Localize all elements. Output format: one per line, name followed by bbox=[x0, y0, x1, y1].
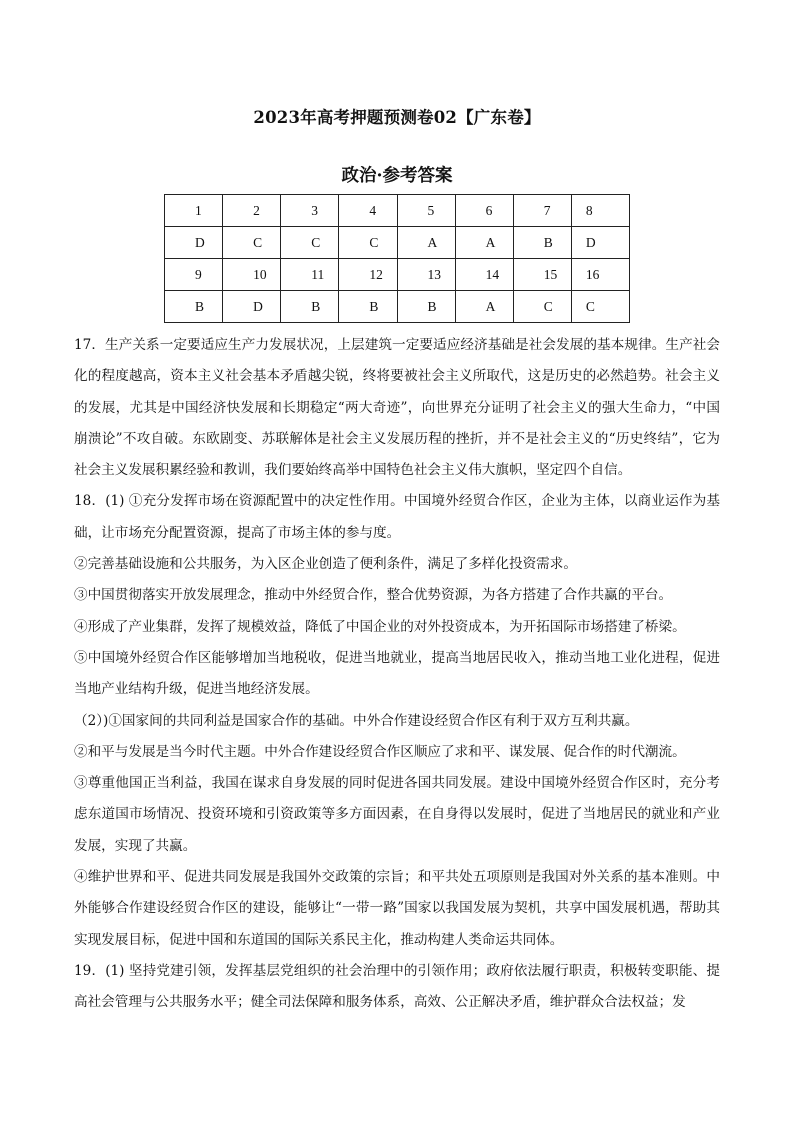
table-cell: D bbox=[165, 227, 223, 259]
table-cell: 13 bbox=[397, 259, 455, 291]
answer-paragraph-18-2-3: ③尊重他国正当利益，我国在谋求自身发展的同时促进各国共同发展。建设中国境外经贸合作区时，充分考虑东道国市场情况、投资环境和引资政策等多方面因素，在自身得以发展时，促进了当地居民的就业和产业发展，实现了共赢。 bbox=[74, 775, 720, 854]
table-cell: 5 bbox=[397, 195, 455, 227]
table-cell: 16 bbox=[571, 259, 629, 291]
table-cell: C bbox=[339, 227, 397, 259]
answer-paragraph-18-1-2: ②完善基础设施和公共服务，为入区企业创造了便利条件，满足了多样化投资需求。 bbox=[74, 556, 577, 573]
table-cell: 12 bbox=[339, 259, 397, 291]
table-cell: B bbox=[339, 291, 397, 323]
table-cell: D bbox=[223, 291, 281, 323]
document-title: 2023年高考押题预测卷02【广东卷】 bbox=[253, 108, 541, 127]
table-cell: 14 bbox=[455, 259, 513, 291]
table-cell: 15 bbox=[513, 259, 571, 291]
answer-paragraph-18-1-5: ⑤中国境外经贸合作区能够增加当地税收，促进当地就业，提高当地居民收入，推动当地工业化进程，促进当地产业结构升级，促进当地经济发展。 bbox=[74, 649, 720, 698]
answer-paragraph-19-1: 19．(1) 坚持党建引领，发挥基层党组织的社会治理中的引领作用；政府依法履行职责，积极转变职能、提高社会管理与公共服务水平；健全司法保障和服务体系，高效、公正解决矛盾，维护群众合法权益；发 bbox=[74, 962, 720, 1011]
table-cell: B bbox=[513, 227, 571, 259]
answer-paragraph-18-2-4: ④维护世界和平、促进共同发展是我国外交政策的宗旨；和平共处五项原则是我国对外关系的基本准则。中外能够合作建设经贸合作区的建设，能够让“一带一路”国家以我国发展为契机，共享中国发展机遇，帮助其实现发展目标，促进中国和东道国的国际关系民主化，推动构建人类命运共同体。 bbox=[74, 869, 720, 948]
table-row bbox=[165, 195, 630, 227]
answer-paragraph-17: 17．生产关系一定要适应生产力发展状况，上层建筑一定要适应经济基础是社会发展的基本规律。生产社会化的程度越高，资本主义社会基本矛盾越尖锐，终将要被社会主义所取代，这是历史的必然趋势。社会主义的发展，尤其是中国经济快发展和长期稳定“两大奇迹”，向世界充分证明了社会主义的强大生命力，“中国崩溃论”不攻自破。东欧剧变、苏联解体是社会主义发展历程的挫折，并不是社会主义的“历史终结”，它为社会主义发展积累经验和教训，我们要始终高举中国特色社会主义伟大旗帜，坚定四个自信。 bbox=[74, 337, 720, 479]
document-subtitle: 政治·参考答案 bbox=[341, 166, 453, 186]
table-row bbox=[165, 291, 630, 323]
table-row bbox=[165, 227, 630, 259]
table-cell: 2 bbox=[223, 195, 281, 227]
table-row bbox=[165, 259, 630, 291]
table-cell: C bbox=[281, 227, 339, 259]
table-cell: B bbox=[165, 291, 223, 323]
table-cell: 11 bbox=[281, 259, 339, 291]
table-cell: 6 bbox=[455, 195, 513, 227]
table-cell: C bbox=[513, 291, 571, 323]
answer-table bbox=[164, 194, 630, 323]
table-cell: 3 bbox=[281, 195, 339, 227]
answer-paragraph-18-1-3: ③中国贯彻落实开放发展理念，推动中外经贸合作，整合优势资源，为各方搭建了合作共赢的平台。 bbox=[74, 587, 673, 604]
answer-paragraph-18-2-2: ②和平与发展是当今时代主题。中外合作建设经贸合作区顺应了求和平、谋发展、促合作的时代潮流。 bbox=[74, 743, 686, 760]
table-cell: D bbox=[571, 227, 629, 259]
answer-paragraph-18-1-4: ④形成了产业集群，发挥了规模效益，降低了中国企业的对外投资成本，为开拓国际市场搭建了桥梁。 bbox=[74, 618, 686, 635]
table-cell: A bbox=[397, 227, 455, 259]
table-cell: A bbox=[455, 227, 513, 259]
table-cell: 4 bbox=[339, 195, 397, 227]
answer-paragraph-18-1-1: 18．(1) ①充分发挥市场在资源配置中的决定性作用。中国境外经贸合作区，企业为主体，以商业运作为基础，让市场充分配置资源，提高了市场主体的参与度。 bbox=[74, 493, 720, 541]
table-cell: 10 bbox=[223, 259, 281, 291]
table-cell: C bbox=[571, 291, 629, 323]
table-cell: A bbox=[455, 291, 513, 323]
table-cell: B bbox=[281, 291, 339, 323]
table-cell: C bbox=[223, 227, 281, 259]
answer-paragraph-18-2-1: （2）)①国家间的共同利益是国家合作的基础。中外合作建设经贸合作区有利于双方互利共赢。 bbox=[74, 712, 639, 729]
table-cell: 8 bbox=[571, 195, 629, 227]
answer-body bbox=[74, 330, 720, 1019]
table-cell: 9 bbox=[165, 259, 223, 291]
table-cell: 1 bbox=[165, 195, 223, 227]
table-cell: 7 bbox=[513, 195, 571, 227]
table-cell: B bbox=[397, 291, 455, 323]
